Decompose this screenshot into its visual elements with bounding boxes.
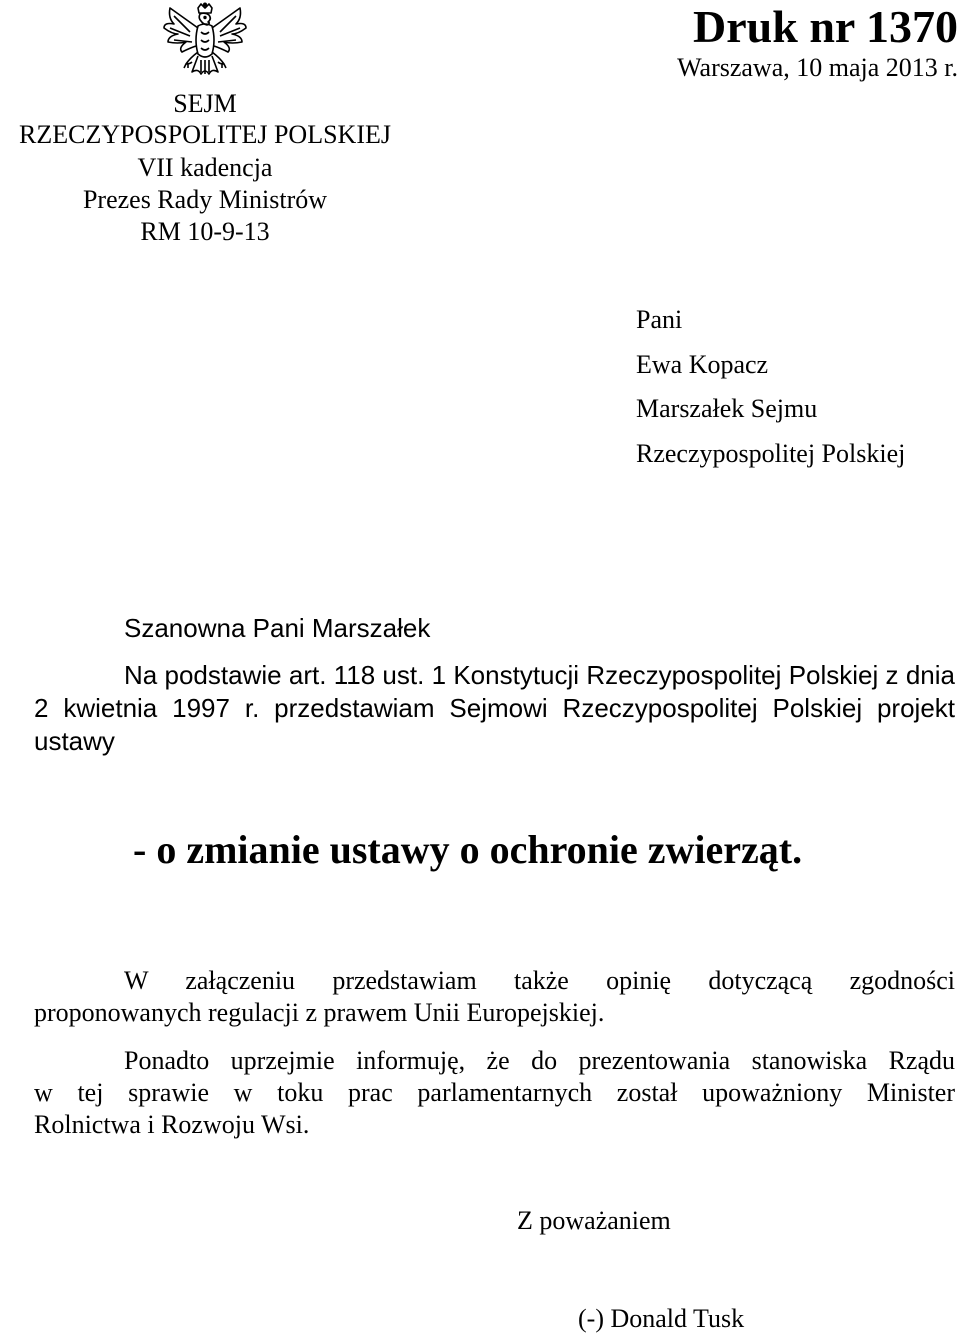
closing-regards: Z poważaniem [517,1206,671,1235]
paragraph-3-line-2: w tej sprawie w toku prac parlamentarnych został upoważniony Minister [34,1078,955,1107]
paragraph-2-line-1: W załączeniu przedstawiam także opinię dotyczącą zgodności [124,966,955,995]
paragraph-3-line-3: Rolnictwa i Rozwoju Wsi. [34,1110,310,1139]
addressee-name: Ewa Kopacz [636,350,769,379]
institution-country: RZECZYPOSPOLITEJ POLSKIEJ [19,120,391,149]
addressee-position: Marszałek Sejmu [636,394,818,423]
sender-title: Prezes Rady Ministrów [82,185,328,214]
greeting: Szanowna Pani Marszałek [124,613,431,643]
bill-subject: - o zmianie ustawy o ochronie zwierząt. [133,827,803,872]
parliament-term: VII kadencja [137,153,273,182]
paragraph-2-line-2: proponowanych regulacji z prawem Unii Europejskiej. [34,998,605,1027]
paragraph-1-line-2: 2 kwietnia 1997 r. przedstawiam Sejmowi Rzeczypospolitej Polskiej projekt [34,693,955,723]
addressee-salutation: Pani [636,305,683,334]
institution-name: SEJM [173,89,237,118]
addressee-country: Rzeczypospolitej Polskiej [636,439,906,468]
paragraph-1-line-1: Na podstawie art. 118 ust. 1 Konstytucji Rzeczypospolitej Polskiej z dnia [124,660,955,690]
print-number: Druk nr 1370 [693,1,958,52]
reference-number: RM 10-9-13 [140,217,270,246]
signature: (-) Donald Tusk [578,1304,745,1333]
place-date: Warszawa, 10 maja 2013 r. [677,53,958,82]
paragraph-1-line-3: ustawy [34,726,115,756]
paragraph-3-line-1: Ponadto uprzejmie informuję, że do prezentowania stanowiska Rządu [124,1046,955,1075]
eagle-emblem-icon [160,2,250,86]
